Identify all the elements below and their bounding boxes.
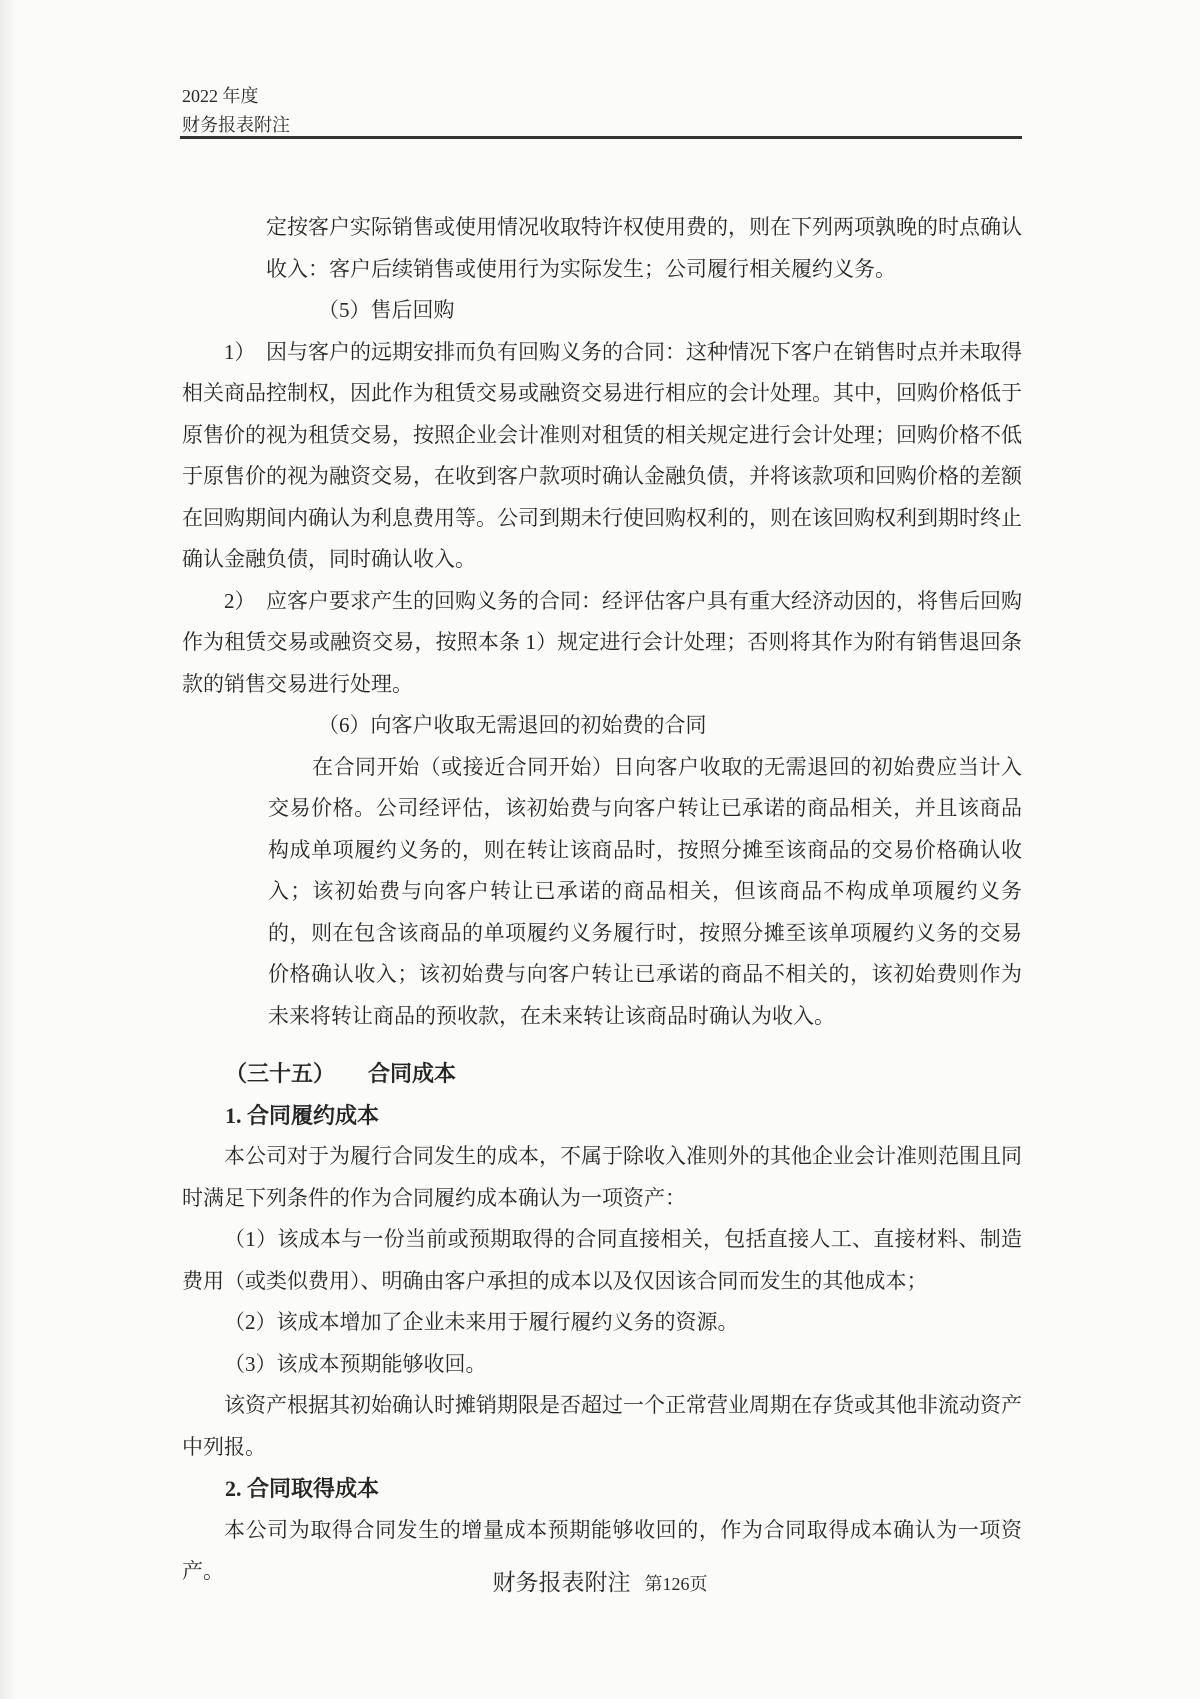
- paragraph: （3）该成本预期能够收回。: [224, 1351, 487, 1376]
- header-title-line: 财务报表附注: [182, 115, 290, 135]
- paragraph: 2. 合同取得成本: [225, 1476, 380, 1501]
- heading: （6）向客户收取无需退回的初始费的合同: [318, 713, 707, 737]
- heading: （5）售后回购: [318, 298, 455, 322]
- page-header: [182, 82, 290, 140]
- paragraph: 2） 应客户要求产生的回购义务的合同：经评估客户具有重大经济动因的，将售后回购作为租赁交易或融资交易，按照本条 1）规定进行会计处理；否则将其作为附有销售退回条款的销售交易进行处理。: [182, 588, 1022, 696]
- footer-title: 财务报表附注: [492, 1570, 631, 1595]
- paragraph: （1）该成本与一份当前或预期取得的合同直接相关，包括直接人工、直接材料、制造费用（或类似费用）、明确由客户承担的成本以及仅因该合同而发生的其他成本；: [182, 1227, 1022, 1293]
- paragraph: 本公司对于为履行合同发生的成本，不属于除收入准则外的其他企业会计准则范围且同时满足下列条件的作为合同履约成本确认为一项资产：: [182, 1144, 1022, 1210]
- paragraph: 本公司为取得合同发生的增量成本预期能够收回的，作为合同取得成本确认为一项资产。: [182, 1517, 1022, 1583]
- heading: （三十五） 合同成本: [225, 1061, 457, 1086]
- page-footer: [0, 1564, 1200, 1597]
- header-year-line: 2022 年度: [182, 86, 259, 106]
- paragraph: 1. 合同履约成本: [225, 1102, 380, 1128]
- paragraph: （2）该成本增加了企业未来用于履行履约义务的资源。: [224, 1310, 739, 1334]
- paragraph: 在合同开始（或接近合同开始）日向客户收取的无需退回的初始费应当计入交易价格。公司经评估，该初始费与向客户转让已承诺的商品相关，并且该商品构成单项履约义务的，则在转让该商品时，按照分摊至该商品的交易价格确认收入；该初始费与向客户转让已承诺的商品相关，但该商品不构成单项履约义务的，则在包含该商品的单项履约义务履行时，按照分摊至该单项履约义务的交易价格确认收入；该初始费与向客户转让已承诺的商品不相关的，该初始费则作为未来将转让商品的预收款，在未来转让该商品时确认为收入。: [268, 754, 1022, 1028]
- paragraph: 该资产根据其初始确认时摊销期限是否超过一个正常营业周期在存货或其他非流动资产中列报。: [182, 1393, 1022, 1459]
- header-divider: [180, 136, 1022, 139]
- paragraph: 1） 因与客户的远期安排而负有回购义务的合同：这种情况下客户在销售时点并未取得相关商品控制权，因此作为租赁交易或融资交易进行相应的会计处理。其中，回购价格低于原售价的视为租赁交易，按照企业会计准则对租赁的相关规定进行会计处理；回购价格不低于原售价的视为融资交易，在收到客户款项时确认金融负债，并将该款项和回购价格的差额在回购期间内确认为利息费用等。公司到期未行使回购权利的，则在该回购权利到期时终止确认金融负债，同时确认收入。: [182, 339, 1022, 571]
- paragraph: 定按客户实际销售或使用情况收取特许权使用费的，则在下列两项孰晚的时点确认收入：客户后续销售或使用行为实际发生；公司履行相关履约义务。: [266, 215, 1022, 281]
- footer-page-number: 第126页: [644, 1574, 708, 1594]
- document-body: [182, 207, 1022, 1593]
